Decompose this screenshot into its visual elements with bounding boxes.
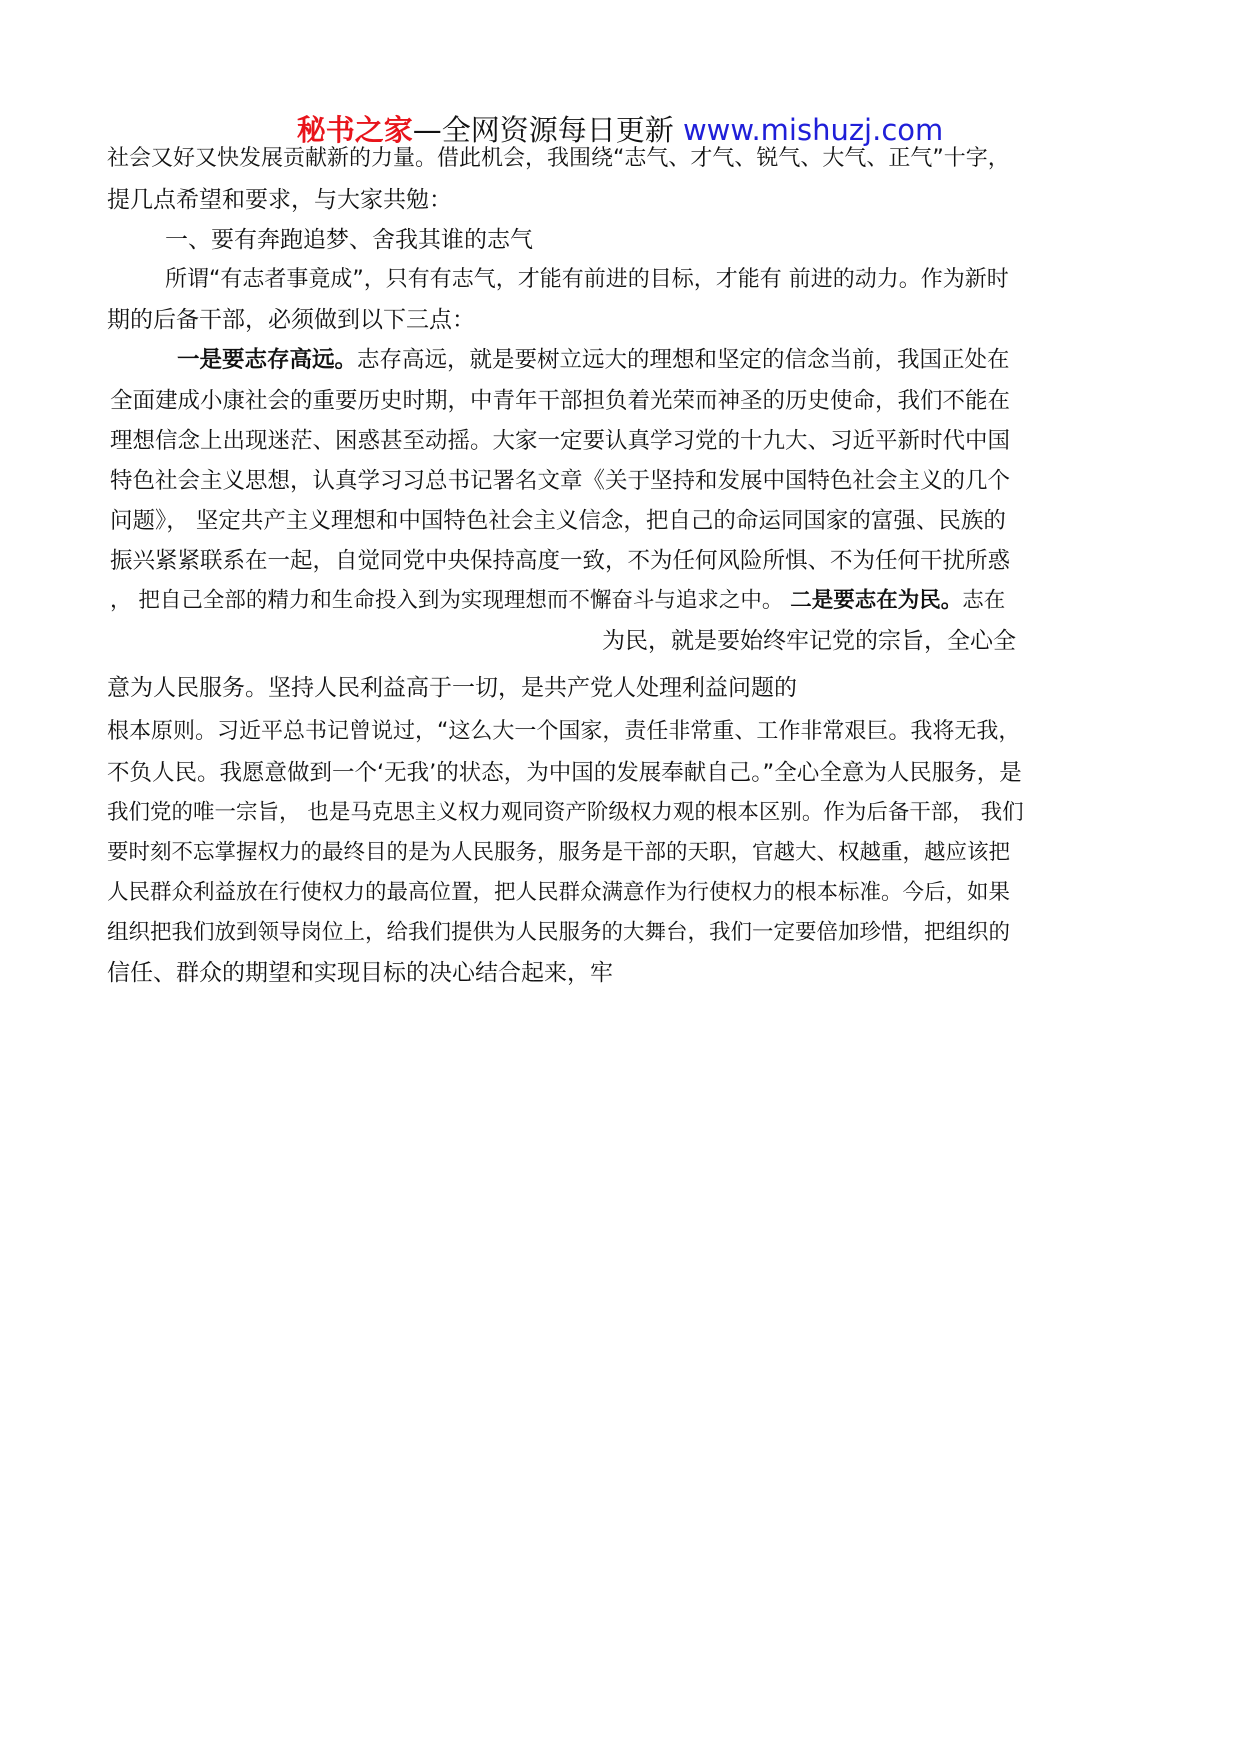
text-line: 组织把我们放到领导岗位上，给我们提供为人民服务的大舞台，我们一定要倍加珍惜，把组织的	[107, 920, 1011, 945]
text-span: ， 把自己全部的精力和生命投入到为实现理想而不懈奋斗与追求之中。	[110, 588, 784, 613]
text-span: 志存高远，就是要树立远大的理想和坚定的信念当前，我国正处在	[357, 347, 1010, 373]
text-line: 信任、群众的期望和实现目标的决心结合起来，牢	[107, 960, 613, 986]
text-line: 提几点希望和要求，与大家共勉：	[107, 187, 452, 213]
site-url-link[interactable]: www.mishuzj.com	[682, 113, 944, 147]
text-span: 志在	[962, 588, 1006, 613]
text-line: 理想信念上出现迷茫、困惑甚至动摇。大家一定要认真学习党的十九大、习近平新时代中国	[110, 428, 1011, 454]
text-line: 不负人民。我愿意做到一个‘无我’的状态，为中国的发展奉献自己。”全心全意为人民服务，是	[107, 760, 1022, 786]
text-line: 期的后备干部，必须做到以下三点：	[107, 307, 475, 333]
point-lead-bold: 一是要志存高远。	[177, 347, 358, 373]
text-line	[177, 344, 1010, 376]
brand-name: 秘书之家	[296, 113, 413, 147]
text-line: 意为人民服务。坚持人民利益高于一切，是共产党人处理利益问题的	[107, 675, 797, 701]
section-heading: 一、要有奔跑追梦、舍我其谁的志气	[165, 227, 533, 253]
text-line: 振兴紧紧联系在一起，自觉同党中央保持高度一致，不为任何风险所惧、不为任何干扰所惑	[110, 548, 1011, 574]
header-slogan: —全网资源每日更新	[412, 113, 674, 147]
text-line: 我们党的唯一宗旨， 也是马克思主义权力观同资产阶级权力观的根本区别。作为后备干部， 我们	[107, 800, 1024, 825]
text-line: 全面建成小康社会的重要历史时期，中青年干部担负着光荣而神圣的历史使命，我们不能在	[110, 388, 1011, 414]
text-line: 问题》， 坚定共产主义理想和中国特色社会主义信念，把自己的命运同国家的富强、民族的	[110, 508, 1006, 534]
text-line	[110, 585, 1005, 617]
point-lead-bold: 二是要志在为民。	[790, 588, 963, 613]
text-line: 社会又好又快发展贡献新的力量。借此机会，我围绕“志气、才气、锐气、大气、正气”十字，	[107, 146, 1010, 171]
text-line: 人民群众利益放在行使权力的最高位置，把人民群众满意作为行使权力的根本标准。今后，如果	[107, 880, 1011, 905]
text-line: 为民，就是要始终牢记党的宗旨，全心全	[602, 628, 1016, 654]
text-line: 要时刻不忘掌握权力的最终目的是为人民服务，服务是干部的天职，官越大、权越重，越应该把	[107, 840, 1011, 865]
text-line: 特色社会主义思想，认真学习习总书记署名文章《关于坚持和发展中国特色社会主义的几个	[110, 468, 1011, 494]
text-line: 根本原则。习近平总书记曾说过，“这么大一个国家，责任非常重、工作非常艰巨。我将无我，	[107, 719, 1021, 744]
text-line: 所谓“有志者事竟成”，只有有志气，才能有前进的目标，才能有 前进的动力。作为新时	[165, 267, 1009, 292]
